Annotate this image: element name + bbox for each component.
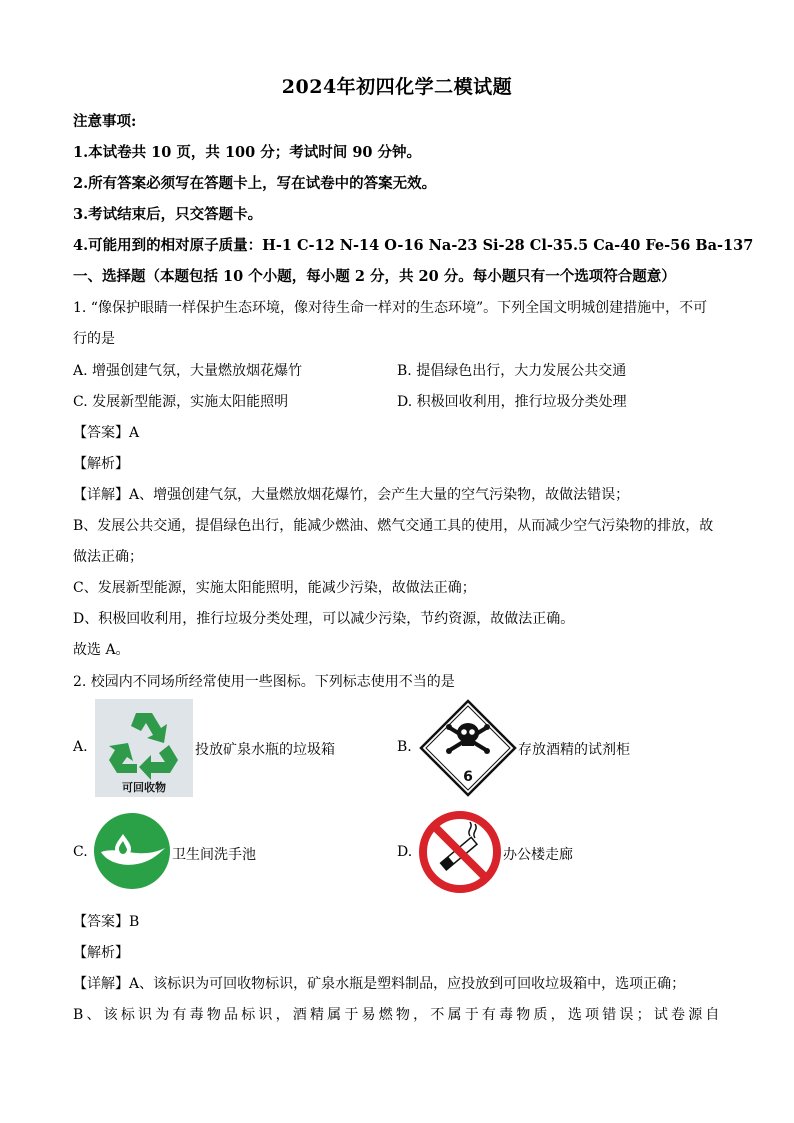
q1-detail-4: C、发展新型能源，实施太阳能照明，能减少污染，故做法正确； [73, 580, 476, 596]
q1-detail-6: 故选 A。 [73, 642, 130, 658]
notice-item-1: 1.本试卷共 10 页，共 100 分；考试时间 90 分钟。 [73, 144, 422, 161]
q1-detail-3: 做法正确； [73, 549, 143, 565]
q2-option-b-label: 存放酒精的试剂柜 [518, 742, 630, 758]
toxic-class-number: 6 [463, 769, 473, 785]
q2-option-d-label: 办公楼走廊 [503, 847, 573, 863]
notice-item-3: 3.考试结束后，只交答题卡。 [73, 206, 263, 223]
q2-option-d-letter: D. [397, 844, 413, 860]
no-smoking-icon [418, 810, 502, 894]
q1-stem-line2: 行的是 [73, 331, 115, 347]
q1-stem-line1: 1. “像保护眼睛一样保护生态环境，像对待生命一样对的生态环境”。下列全国文明城创建措施中，不可 [73, 300, 708, 316]
q2-option-c-letter: C. [73, 844, 88, 860]
skull-crossbones-icon [418, 698, 518, 798]
page-title: 2024年初四化学二模试题 [281, 76, 513, 98]
notice-item-4: 4.可能用到的相对原子质量：H-1 C-12 N-14 O-16 Na-23 Si-28 Cl-35.5 Ca-40 Fe-56 Ba-137 [73, 237, 754, 254]
q1-answer: 【答案】A [73, 425, 140, 441]
q2-option-a-label: 投放矿泉水瓶的垃圾箱 [195, 742, 335, 758]
water-saving-icon [93, 812, 171, 890]
q2-stem: 2. 校园内不同场所经常使用一些图标。下列标志使用不当的是 [73, 674, 455, 690]
q1-option-a: A. 增强创建气氛，大量燃放烟花爆竹 [73, 363, 303, 379]
q1-detail-5: D、积极回收利用，推行垃圾分类处理，可以减少污染，节约资源，故做法正确。 [73, 611, 575, 627]
notice-item-2: 2.所有答案必须写在答题卡上，写在试卷中的答案无效。 [73, 175, 437, 192]
q1-option-d: D. 积极回收利用，推行垃圾分类处理 [397, 394, 627, 410]
q1-detail-1: 【详解】A、增强创建气氛，大量燃放烟花爆竹，会产生大量的空气污染物，故做法错误； [73, 487, 630, 503]
section-heading: 一、选择题（本题包括 10 个小题，每小题 2 分，共 20 分。每小题只有一个选项符合题意） [73, 268, 676, 285]
recycle-icon-caption: 可回收物 [122, 781, 166, 794]
q1-option-c: C. 发展新型能源，实施太阳能照明 [73, 394, 289, 410]
recycle-icon [95, 699, 193, 797]
q2-option-b-letter: B. [397, 739, 412, 755]
q1-analysis: 【解析】 [73, 456, 129, 472]
q2-detail-1: 【详解】A、该标识为可回收物标识，矿泉水瓶是塑料制品，应投放到可回收垃圾箱中，选项正确； [73, 976, 686, 992]
q1-option-b: B. 提倡绿色出行，大力发展公共交通 [397, 363, 627, 379]
q2-option-a-letter: A. [73, 739, 88, 755]
notice-heading: 注意事项: [73, 113, 137, 130]
q2-option-c-label: 卫生间洗手池 [172, 847, 256, 863]
q2-answer: 【答案】B [73, 914, 140, 930]
q2-analysis: 【解析】 [73, 945, 129, 961]
q2-detail-2: B、该标识为有毒物品标识，酒精属于易燃物，不属于有毒物质，选项错误；试卷源自 [73, 1007, 721, 1023]
q1-detail-2: B、发展公共交通，提倡绿色出行，能减少燃油、燃气交通工具的使用，从而减少空气污染物的排放，故 [73, 518, 714, 534]
